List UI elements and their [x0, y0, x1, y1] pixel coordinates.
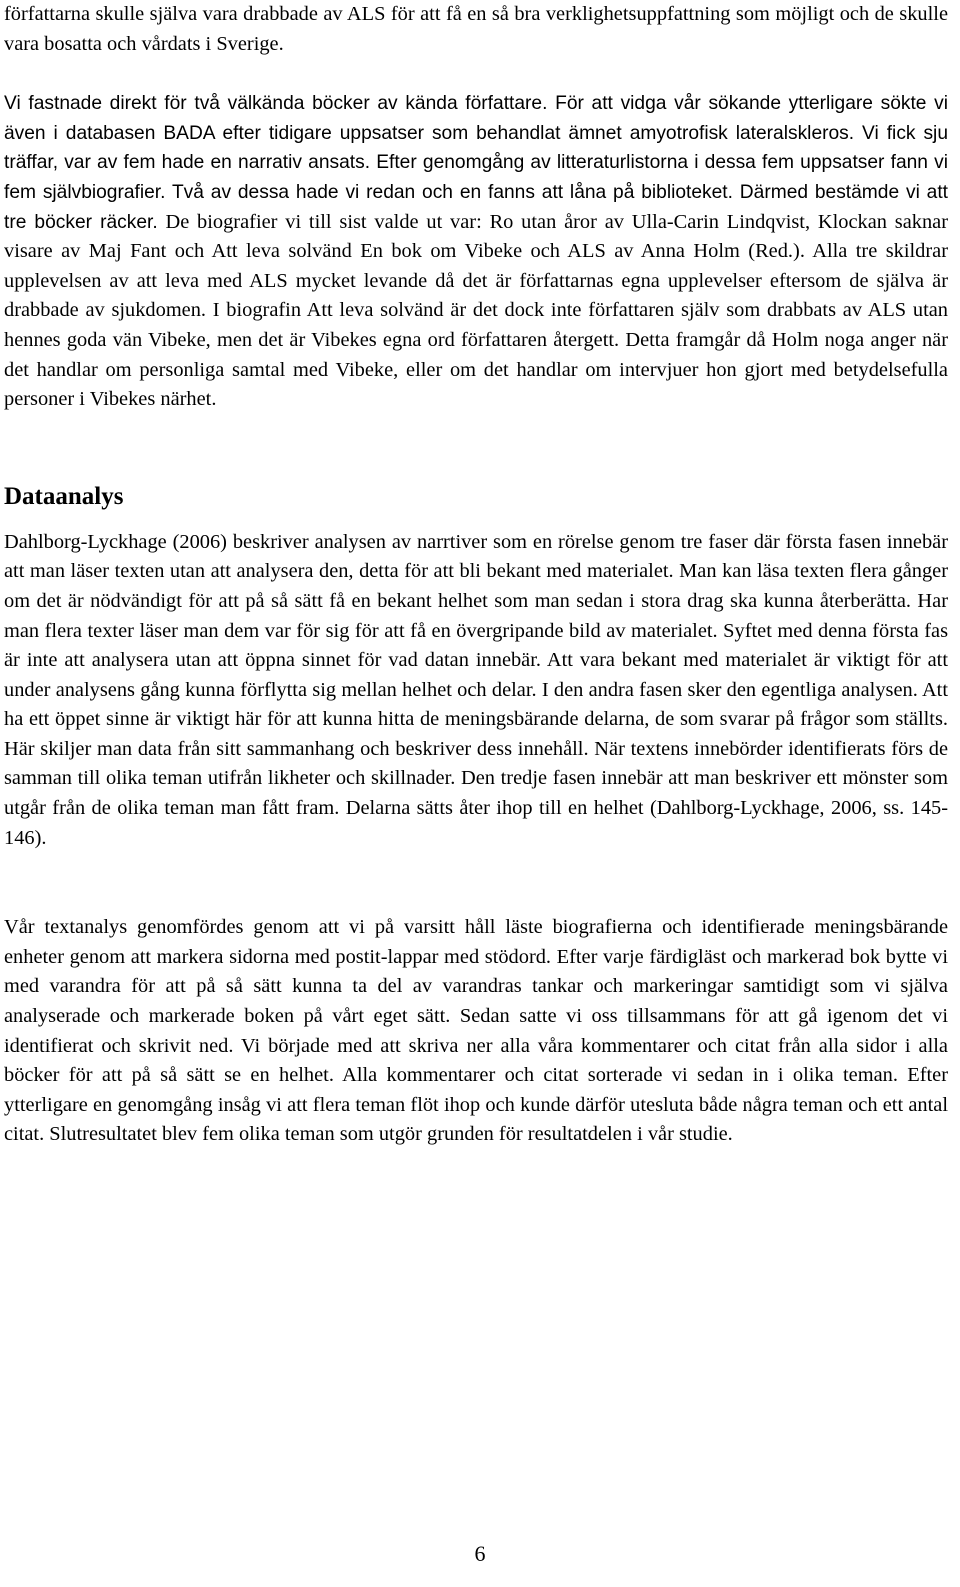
method-paragraph-books: De biografier vi till sist valde ut var: Ro utan åror av Ulla-Carin Lindqvist, Klockan saknar visare av Maj Fant och Att leva solvänd En bok om Vibeke och ALS av Anna Holm (Red.).: [4, 210, 948, 263]
section-heading: Dataanalys: [4, 482, 124, 510]
intro-paragraph-text: författarna skulle själva vara drabbade av ALS för att få en så bra verklighetsuppfattning som möjligt och de skulle vara bosatta och vårdats i Sverige.: [4, 3, 948, 55]
analysis-paragraph-1: Dahlborg-Lyckhage (2006) beskriver analysen av narrtiver som en rörelse genom tre faser där första fasen innebär att man läser texten utan att analysera den, detta för att bli bekant med materialet. Man kan läsa texten flera gånger om det är nödvändigt för att på så sätt få en bekant helhet som man sedan i stora drag ska kunna återberätta. Har man flera texter läser man dem var för sig för att få en övergripande bild av materialet. Syftet med denna första fas är inte att analysera utan att öppna sinnet för vad datan innebär. Att vara bekant med materialet är viktigt för att under analysens gång kunna förflytta sig mellan helhet och delar. I den andra fasen sker den egentliga analysen. Att ha ett öppet sinne är viktigt här för att kunna hitta de meningsbärande delarna, de som svarar på frågor som ställts. Här skiljer man data från sitt sammanhang och beskriver dess innehåll. När textens innebörder identifierats förs de samman till olika teman utifrån likheter och skillnader. Den tredje fasen innebär att man beskriver ett mönster som utgår från de olika teman man fått fram. Delarna sätts åter ihop till en helhet (Dahlborg-Lyckhage, 2006, ss. 145-146).: [4, 530, 948, 849]
analysis-paragraph-2: Vår textanalys genomfördes genom att vi på varsitt håll läste biografierna och identifierade meningsbärande enheter genom att markera sidorna med postit-lappar med stödord. Efter varje färdigläst och markerad bok bytte vi med varandra för att på så sätt kunna ta del av varandras tankar och markeringar samtidigt som vi själva analyserade och markerade boken på vårt eget sätt. Sedan satte vi oss tillsammans för att gå igenom det vi identifierat och skrivit ned. Vi började med att skriva ner alla våra kommentarer och citat från alla sidor i alla böcker för att på så sätt se en helhet. Alla kommentarer och citat sorterade vi sedan in i olika teman. Efter ytterligare en genomgång insåg vi att flera teman flöt ihop och kunde därför utesluta både några teman och ett antal citat. Slutresultatet blev fem olika teman som utgör grunden för resultatdelen i vår studie.: [4, 916, 948, 1146]
intro-paragraph: [4, 0, 948, 59]
method-paragraph-text-serif: Alla tre skildrar upplevelsen av att leva med ALS mycket levande då det är författarnas egna upplevelser eftersom de själva är drabbade av sjukdomen. I biografin Att leva solvänd är det dock inte författaren själv som drabbats av ALS utan hennes goda vän Vibeke, men det är Vibekes egna ord författaren återgett. Detta framgår då Holm noga anger när det handlar om personliga samtal med Vibeke, eller om det handlar om intervjuer hon gjort med betydelsefulla personer i Vibekes närhet.: [4, 240, 948, 411]
method-paragraph: [4, 89, 948, 415]
document-page: [4, 0, 948, 1150]
method-paragraph-text-sans: Vi fastnade direkt för två välkända böcker av kända författare. För att vidga vår sökande ytterligare sökte vi även i databasen BADA efter tidigare uppsatser som behandlat ämnet amyotrofisk lateralskleros. Vi fick sju träffar, var av fem hade en narrativ ansats. Efter genomgång av litteraturlistorna i dessa fem uppsatser fann vi fem självbiografier. Två av dessa hade vi redan och en fanns att låna på biblioteket. Därmed bestämde vi att tre böcker räcker.: [4, 93, 948, 233]
page-number: 6: [474, 1541, 486, 1566]
